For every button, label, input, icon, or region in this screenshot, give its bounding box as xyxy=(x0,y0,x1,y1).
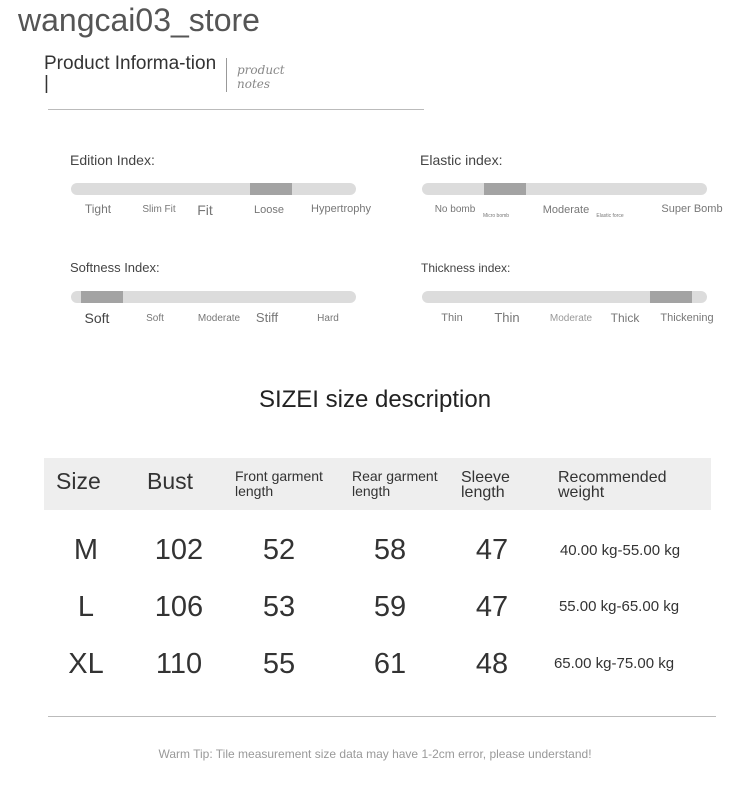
thickness-tick-moderate: Moderate xyxy=(549,313,593,324)
product-info-title: Product Informa-tion | xyxy=(44,53,217,94)
row-m-sleeve: 47 xyxy=(475,534,509,566)
thickness-index-track xyxy=(422,291,707,303)
row-xl-rear: 61 xyxy=(373,648,407,680)
edition-tick-tight: Tight xyxy=(84,202,112,216)
thickness-index-marker xyxy=(650,291,692,303)
header-front-length: Front garment length xyxy=(235,468,323,499)
row-l-bust: 106 xyxy=(154,591,204,623)
row-xl-size: XL xyxy=(68,648,104,680)
softness-tick-soft-2: Soft xyxy=(146,313,164,324)
product-notes-line1: product xyxy=(237,63,285,77)
row-m-rear: 58 xyxy=(373,534,407,566)
row-m-weight: 40.00 kg-55.00 kg xyxy=(559,542,681,559)
row-l-front: 53 xyxy=(262,591,296,623)
size-section-title: SIZEI size description xyxy=(258,386,492,413)
elastic-index-marker xyxy=(484,183,526,195)
header-recommended-weight: Recommended weight xyxy=(558,469,667,501)
row-xl-front: 55 xyxy=(262,648,296,680)
thickness-tick-thick: Thick xyxy=(610,311,640,325)
header-underline xyxy=(48,109,424,110)
thickness-tick-thin-2: Thin xyxy=(494,310,520,325)
softness-tick-soft-1: Soft xyxy=(84,310,110,326)
thickness-tick-thickening: Thickening xyxy=(660,312,714,324)
row-l-sleeve: 47 xyxy=(475,591,509,623)
row-m-size: M xyxy=(73,534,99,566)
table-bottom-divider xyxy=(48,716,716,717)
elastic-tick-micro-bomb: Micro bomb xyxy=(482,213,510,219)
thickness-index-label: Thickness index: xyxy=(421,261,511,275)
softness-index-track xyxy=(71,291,356,303)
edition-index-marker xyxy=(250,183,292,195)
row-l-rear: 59 xyxy=(373,591,407,623)
warm-tip: Warm Tip: Tile measurement size data may have 1-2cm error, please understand! xyxy=(158,747,592,761)
header-sleeve-length: Sleeve length xyxy=(461,469,510,501)
thickness-tick-thin-1: Thin xyxy=(441,312,463,324)
edition-index-track xyxy=(71,183,356,195)
title-divider xyxy=(226,58,227,92)
softness-index-label: Softness Index: xyxy=(70,260,160,275)
store-watermark: wangcai03_store xyxy=(18,2,260,38)
elastic-index-track xyxy=(422,183,707,195)
row-m-bust: 102 xyxy=(154,534,204,566)
header-rear-length: Rear garment length xyxy=(352,468,438,499)
edition-tick-hypertrophy: Hypertrophy xyxy=(311,203,371,215)
header-bust: Bust xyxy=(147,468,194,494)
edition-tick-fit: Fit xyxy=(197,202,213,218)
softness-tick-stiff: Stiff xyxy=(255,310,279,325)
elastic-index-label: Elastic index: xyxy=(420,152,503,168)
softness-tick-hard: Hard xyxy=(317,313,339,324)
row-l-size: L xyxy=(77,591,95,623)
edition-tick-loose: Loose xyxy=(254,204,284,216)
product-notes-line2: notes xyxy=(237,77,271,91)
elastic-tick-super-bomb: Super Bomb xyxy=(661,203,723,215)
header-size: Size xyxy=(56,468,101,494)
edition-tick-slim-fit: Slim Fit xyxy=(142,204,176,215)
elastic-tick-moderate: Moderate xyxy=(542,204,590,216)
softness-tick-moderate: Moderate xyxy=(197,313,241,324)
row-xl-sleeve: 48 xyxy=(475,648,509,680)
softness-index-marker xyxy=(81,291,123,303)
row-m-front: 52 xyxy=(262,534,296,566)
row-xl-bust: 110 xyxy=(155,648,203,680)
row-l-weight: 55.00 kg-65.00 kg xyxy=(558,598,680,615)
elastic-tick-no-bomb: No bomb xyxy=(434,204,476,215)
product-notes-label xyxy=(237,63,285,91)
row-xl-weight: 65.00 kg-75.00 kg xyxy=(553,655,675,672)
edition-index-label: Edition Index: xyxy=(70,152,155,168)
elastic-tick-elastic-force: Elastic force xyxy=(596,213,624,219)
